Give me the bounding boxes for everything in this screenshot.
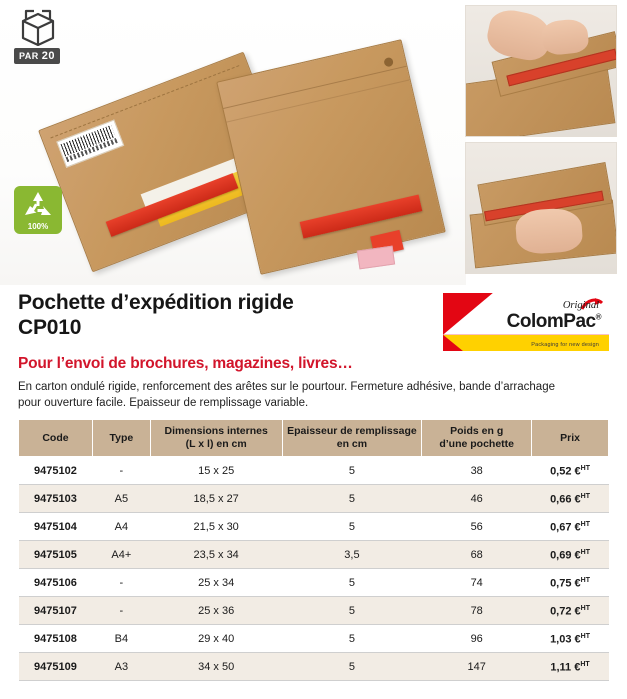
cell-type: A3 — [92, 653, 150, 681]
product-title-line2: CP010 — [18, 315, 82, 339]
brand-name — [507, 311, 601, 333]
cell-prix — [532, 569, 609, 597]
hand — [515, 207, 584, 255]
cell-type: - — [92, 569, 150, 597]
recycle-label: 100% — [27, 222, 49, 231]
header-line: Poids en g — [450, 425, 504, 438]
cell-epaisseur: 5 — [282, 625, 422, 653]
cell-poids: 147 — [422, 653, 532, 681]
cell-prix — [532, 485, 609, 513]
cell-code: 9475109 — [19, 653, 93, 681]
table-row[interactable] — [19, 625, 609, 653]
cell-epaisseur: 5 — [282, 597, 422, 625]
cell-prix — [532, 597, 609, 625]
header-line: Epaisseur de remplissage — [287, 425, 417, 438]
box-icon — [17, 8, 59, 46]
table-header-row — [19, 420, 609, 457]
product-image-area — [0, 0, 627, 285]
header-line: en cm — [336, 438, 368, 451]
cell-poids: 78 — [422, 597, 532, 625]
header-line: Prix — [560, 431, 580, 444]
cell-type: B4 — [92, 625, 150, 653]
thumb-notch — [383, 57, 394, 68]
cell-epaisseur: 5 — [282, 569, 422, 597]
cell-dimensions: 25 x 34 — [150, 569, 282, 597]
cell-dimensions: 34 x 50 — [150, 653, 282, 681]
price-value: 0,67 € — [550, 521, 581, 534]
product-photo-closing — [465, 142, 617, 274]
price-unit: HT — [580, 464, 590, 472]
pink-tag — [357, 246, 395, 270]
cell-prix — [532, 541, 609, 569]
cell-type: A4+ — [92, 541, 150, 569]
cell-epaisseur: 5 — [282, 485, 422, 513]
recycle-icon — [21, 190, 55, 220]
cell-type: A4 — [92, 513, 150, 541]
header-line: Dimensions internes — [164, 425, 268, 438]
column-header-prix — [532, 420, 609, 457]
price-value: 0,66 € — [550, 493, 581, 506]
cell-prix — [532, 513, 609, 541]
cell-code: 9475107 — [19, 597, 93, 625]
price-value: 1,03 € — [550, 633, 581, 646]
cell-dimensions: 18,5 x 27 — [150, 485, 282, 513]
brand-tagline: Packaging for new design — [531, 342, 599, 348]
price-unit: HT — [580, 576, 590, 584]
column-header-type — [92, 420, 150, 457]
cell-dimensions: 23,5 x 34 — [150, 541, 282, 569]
mailer-envelope-back — [216, 39, 446, 275]
price-value: 1,11 € — [550, 661, 581, 674]
price-unit: HT — [580, 492, 590, 500]
pack-label — [14, 48, 60, 64]
price-value: 0,72 € — [550, 605, 581, 618]
price-value: 0,69 € — [550, 549, 581, 562]
product-photo-main — [0, 0, 466, 285]
cell-code: 9475103 — [19, 485, 93, 513]
cell-dimensions: 29 x 40 — [150, 625, 282, 653]
column-header-dimensions — [150, 420, 282, 457]
fold-line — [50, 65, 239, 138]
cell-epaisseur: 3,5 — [282, 541, 422, 569]
table-body — [19, 457, 609, 681]
cell-epaisseur: 5 — [282, 513, 422, 541]
price-value: 0,75 € — [550, 577, 581, 590]
specifications-table — [18, 419, 609, 681]
cell-type: A5 — [92, 485, 150, 513]
cell-dimensions: 15 x 25 — [150, 457, 282, 485]
cell-type: - — [92, 597, 150, 625]
cell-epaisseur: 5 — [282, 653, 422, 681]
table-row[interactable] — [19, 569, 609, 597]
price-unit: HT — [580, 660, 590, 668]
header-line: (L x l) en cm — [185, 438, 247, 451]
header-line: d’une pochette — [439, 438, 515, 451]
cell-type: - — [92, 457, 150, 485]
cell-code: 9475106 — [19, 569, 93, 597]
cell-poids: 96 — [422, 625, 532, 653]
recycle-badge — [14, 186, 62, 234]
cell-poids: 46 — [422, 485, 532, 513]
table-header — [19, 420, 609, 457]
product-description: En carton ondulé rigide, renforcement des arêtes sur le pourtour. Fermeture adhésive, bande d’arrachage pour ouverture facile. Epaisseur de remplissage variable. — [18, 380, 555, 409]
product-info — [0, 291, 627, 681]
product-title-line1: Pochette d’expédition rigide — [18, 291, 294, 314]
pack-quantity-badge — [14, 8, 62, 70]
pack-label-prefix: PAR — [18, 51, 39, 61]
cell-prix — [532, 625, 609, 653]
header-line: Type — [109, 431, 134, 444]
price-unit: HT — [580, 520, 590, 528]
column-header-poids — [422, 420, 532, 457]
product-subtitle: Pour l’envoi de brochures, magazines, livres… — [18, 354, 353, 372]
pack-quantity: 20 — [41, 50, 56, 62]
header-line: Code — [42, 431, 69, 444]
price-unit: HT — [580, 632, 590, 640]
cell-dimensions: 21,5 x 30 — [150, 513, 282, 541]
price-value: 0,52 € — [550, 465, 581, 478]
cell-code: 9475104 — [19, 513, 93, 541]
table-row[interactable] — [19, 541, 609, 569]
cell-epaisseur: 5 — [282, 457, 422, 485]
cell-poids: 38 — [422, 457, 532, 485]
table-row[interactable] — [19, 513, 609, 541]
table-row[interactable] — [19, 485, 609, 513]
cell-dimensions: 25 x 36 — [150, 597, 282, 625]
table-row[interactable] — [19, 653, 609, 681]
cell-code: 9475102 — [19, 457, 93, 485]
brand-logo — [443, 293, 609, 351]
product-photo-opening — [465, 5, 617, 137]
cell-poids: 68 — [422, 541, 532, 569]
column-header-epaisseur — [282, 420, 422, 457]
brand-name-text: ColomPac — [506, 311, 596, 332]
table-row[interactable] — [19, 597, 609, 625]
brand-original-label: Original — [562, 300, 599, 311]
cell-poids: 56 — [422, 513, 532, 541]
page-title — [18, 291, 418, 341]
brand-registered: ® — [595, 312, 601, 322]
cell-poids: 74 — [422, 569, 532, 597]
price-unit: HT — [580, 604, 590, 612]
price-unit: HT — [580, 548, 590, 556]
cell-code: 9475105 — [19, 541, 93, 569]
cell-code: 9475108 — [19, 625, 93, 653]
cell-prix — [532, 457, 609, 485]
cell-prix — [532, 653, 609, 681]
column-header-code — [19, 420, 93, 457]
table-row[interactable] — [19, 457, 609, 485]
